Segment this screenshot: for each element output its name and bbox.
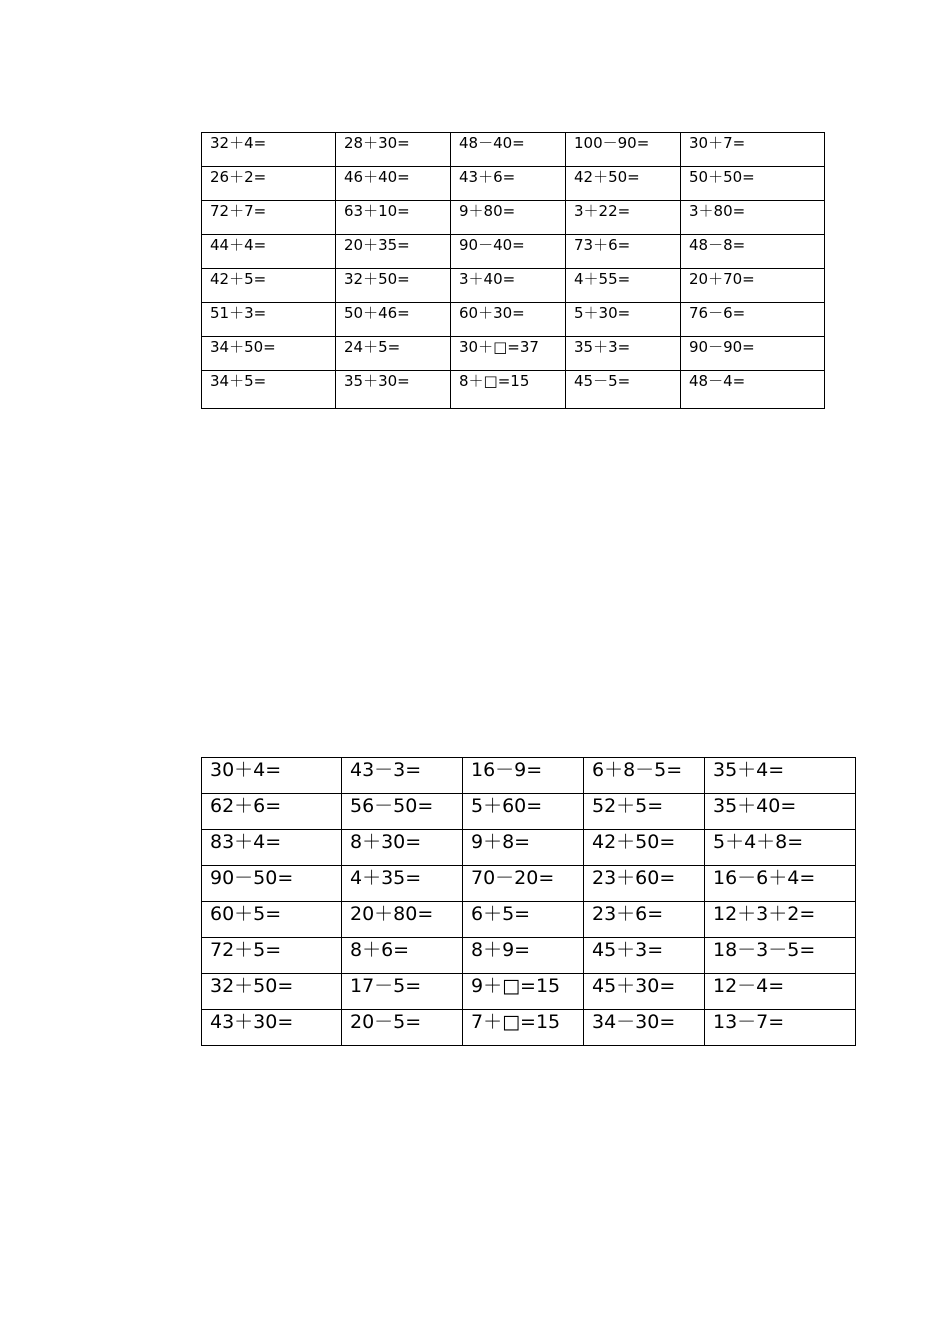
problem-cell: 20＋70= <box>681 269 825 303</box>
problem-cell: 30＋7= <box>681 133 825 167</box>
problem-cell: 30＋4= <box>202 758 342 794</box>
problem-cell: 56－50= <box>342 794 463 830</box>
problem-cell: 43＋30= <box>202 1010 342 1046</box>
table-row <box>202 794 856 830</box>
problem-cell: 48－8= <box>681 235 825 269</box>
problem-cell: 3＋22= <box>566 201 681 235</box>
table-row <box>202 938 856 974</box>
arithmetic-table-1 <box>201 132 825 409</box>
problem-cell: 32＋50= <box>336 269 451 303</box>
problem-cell: 13－7= <box>705 1010 856 1046</box>
problem-cell: 4＋55= <box>566 269 681 303</box>
problem-cell: 12＋3＋2= <box>705 902 856 938</box>
problem-cell: 20－5= <box>342 1010 463 1046</box>
problem-cell: 9＋□=15 <box>463 974 584 1010</box>
arithmetic-table-2 <box>201 757 856 1046</box>
problem-cell: 8＋9= <box>463 938 584 974</box>
problem-cell: 3＋40= <box>451 269 566 303</box>
problem-cell: 63＋10= <box>336 201 451 235</box>
problem-cell: 42＋50= <box>584 830 705 866</box>
table-row <box>202 1010 856 1046</box>
problem-cell: 48－4= <box>681 371 825 409</box>
problem-cell: 73＋6= <box>566 235 681 269</box>
table-row <box>202 167 825 201</box>
problem-cell: 18－3－5= <box>705 938 856 974</box>
problem-cell: 26＋2= <box>202 167 336 201</box>
table-row <box>202 235 825 269</box>
problem-cell: 45＋3= <box>584 938 705 974</box>
table-row <box>202 133 825 167</box>
problem-cell: 72＋5= <box>202 938 342 974</box>
problem-cell: 34－30= <box>584 1010 705 1046</box>
table-row <box>202 830 856 866</box>
problem-cell: 20＋35= <box>336 235 451 269</box>
problem-cell: 100－90= <box>566 133 681 167</box>
table-row <box>202 758 856 794</box>
problem-cell: 6＋5= <box>463 902 584 938</box>
table-row <box>202 866 856 902</box>
problem-cell: 62＋6= <box>202 794 342 830</box>
problem-cell: 28＋30= <box>336 133 451 167</box>
table-row <box>202 371 825 409</box>
table-row <box>202 974 856 1010</box>
problem-cell: 48－40= <box>451 133 566 167</box>
problem-cell: 35＋40= <box>705 794 856 830</box>
problem-cell: 12－4= <box>705 974 856 1010</box>
problem-cell: 35＋30= <box>336 371 451 409</box>
table-row <box>202 337 825 371</box>
problem-cell: 70－20= <box>463 866 584 902</box>
problem-cell: 50＋46= <box>336 303 451 337</box>
problem-cell: 23＋60= <box>584 866 705 902</box>
problem-cell: 43＋6= <box>451 167 566 201</box>
problem-cell: 90－40= <box>451 235 566 269</box>
problem-cell: 42＋5= <box>202 269 336 303</box>
problem-cell: 60＋30= <box>451 303 566 337</box>
problem-cell: 23＋6= <box>584 902 705 938</box>
problem-cell: 8＋30= <box>342 830 463 866</box>
table-row <box>202 303 825 337</box>
problem-cell: 51＋3= <box>202 303 336 337</box>
problem-cell: 7＋□=15 <box>463 1010 584 1046</box>
problem-cell: 35＋3= <box>566 337 681 371</box>
problem-cell: 42＋50= <box>566 167 681 201</box>
problem-cell: 76－6= <box>681 303 825 337</box>
problem-cell: 16－9= <box>463 758 584 794</box>
problem-cell: 4＋35= <box>342 866 463 902</box>
table-row <box>202 269 825 303</box>
problem-cell: 5＋60= <box>463 794 584 830</box>
problem-cell: 72＋7= <box>202 201 336 235</box>
problem-cell: 32＋4= <box>202 133 336 167</box>
table-row <box>202 902 856 938</box>
problem-cell: 8＋□=15 <box>451 371 566 409</box>
problem-cell: 45－5= <box>566 371 681 409</box>
problem-cell: 17－5= <box>342 974 463 1010</box>
problem-cell: 32＋50= <box>202 974 342 1010</box>
problem-cell: 20＋80= <box>342 902 463 938</box>
problem-cell: 45＋30= <box>584 974 705 1010</box>
problem-cell: 90－50= <box>202 866 342 902</box>
problem-cell: 9＋80= <box>451 201 566 235</box>
problem-cell: 83＋4= <box>202 830 342 866</box>
problem-cell: 52＋5= <box>584 794 705 830</box>
problem-cell: 46＋40= <box>336 167 451 201</box>
problem-cell: 16－6＋4= <box>705 866 856 902</box>
table-row <box>202 201 825 235</box>
problem-cell: 3＋80= <box>681 201 825 235</box>
problem-cell: 30＋□=37 <box>451 337 566 371</box>
problem-cell: 44＋4= <box>202 235 336 269</box>
problem-cell: 43－3= <box>342 758 463 794</box>
problem-cell: 35＋4= <box>705 758 856 794</box>
problem-cell: 60＋5= <box>202 902 342 938</box>
problem-cell: 8＋6= <box>342 938 463 974</box>
problem-cell: 9＋8= <box>463 830 584 866</box>
problem-cell: 6＋8－5= <box>584 758 705 794</box>
problem-cell: 34＋50= <box>202 337 336 371</box>
problem-cell: 34＋5= <box>202 371 336 409</box>
problem-cell: 5＋30= <box>566 303 681 337</box>
problem-cell: 90－90= <box>681 337 825 371</box>
problem-cell: 24＋5= <box>336 337 451 371</box>
problem-cell: 5＋4＋8= <box>705 830 856 866</box>
problem-cell: 50＋50= <box>681 167 825 201</box>
